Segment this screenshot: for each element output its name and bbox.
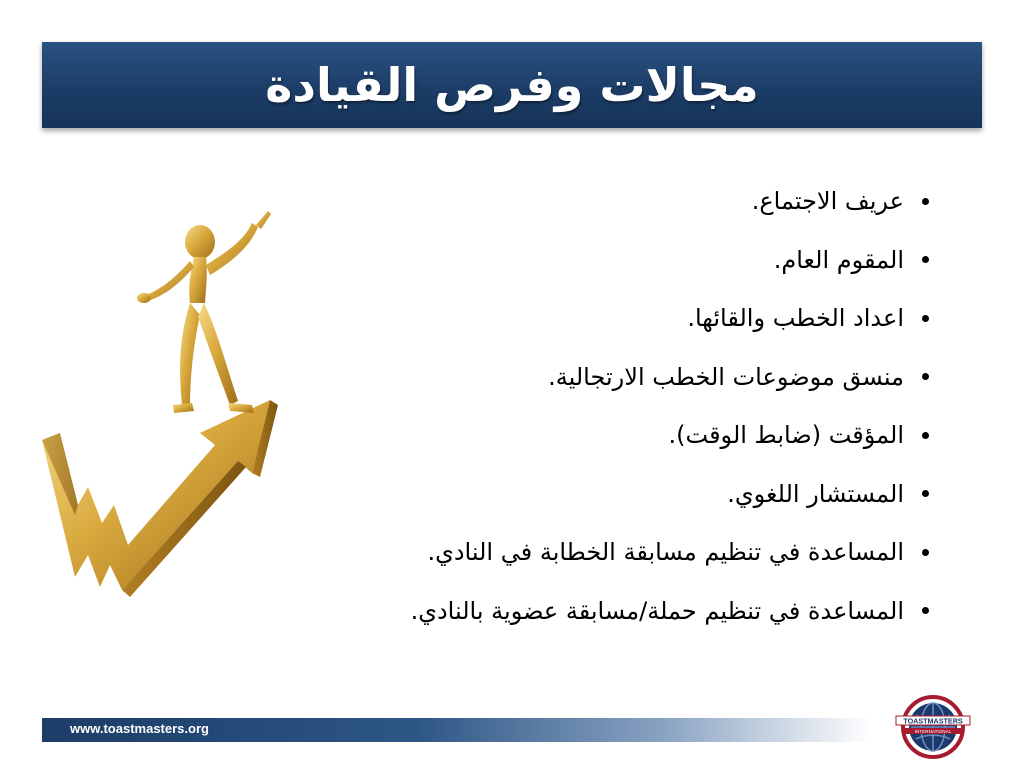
list-item	[369, 231, 929, 290]
bullet-text: المؤقت (ضابط الوقت).	[668, 421, 904, 450]
list-item	[369, 348, 929, 407]
bullet-text: اعداد الخطب والقائها.	[687, 304, 904, 333]
bullet-text: عريف الاجتماع.	[751, 187, 904, 216]
bullet-dot-icon	[922, 607, 929, 614]
footer-url-link[interactable]: www.toastmasters.org	[70, 721, 209, 736]
list-item	[369, 406, 929, 465]
bullet-text: المساعدة في تنظيم حملة/مسابقة عضوية بالنادي.	[410, 596, 904, 625]
bullet-text: منسق موضوعات الخطب الارتجالية.	[548, 362, 904, 391]
bullet-dot-icon	[922, 198, 929, 205]
bullet-text: المساعدة في تنظيم مسابقة الخطابة في النادي.	[427, 538, 904, 567]
logo-text-top: TOASTMASTERS	[903, 716, 963, 726]
gold-figure-on-rising-arrow-icon	[30, 205, 290, 605]
slide-title: مجالات وفرص القيادة	[265, 58, 759, 112]
logo-text-bottom: INTERNATIONAL	[914, 728, 952, 734]
list-item	[369, 465, 929, 524]
bullet-dot-icon	[922, 549, 929, 556]
toastmasters-logo-icon	[893, 692, 973, 762]
list-item	[369, 172, 929, 231]
bullet-list	[369, 172, 929, 640]
list-item	[369, 582, 929, 641]
list-item	[369, 523, 929, 582]
bullet-dot-icon	[922, 315, 929, 322]
bullet-text: المقوم العام.	[773, 245, 904, 274]
bullet-dot-icon	[922, 256, 929, 263]
title-bar	[42, 42, 982, 128]
bullet-dot-icon	[922, 432, 929, 439]
bullet-text: المستشار اللغوي.	[727, 479, 904, 508]
list-item	[369, 289, 929, 348]
bullet-dot-icon	[922, 490, 929, 497]
bullet-dot-icon	[922, 373, 929, 380]
